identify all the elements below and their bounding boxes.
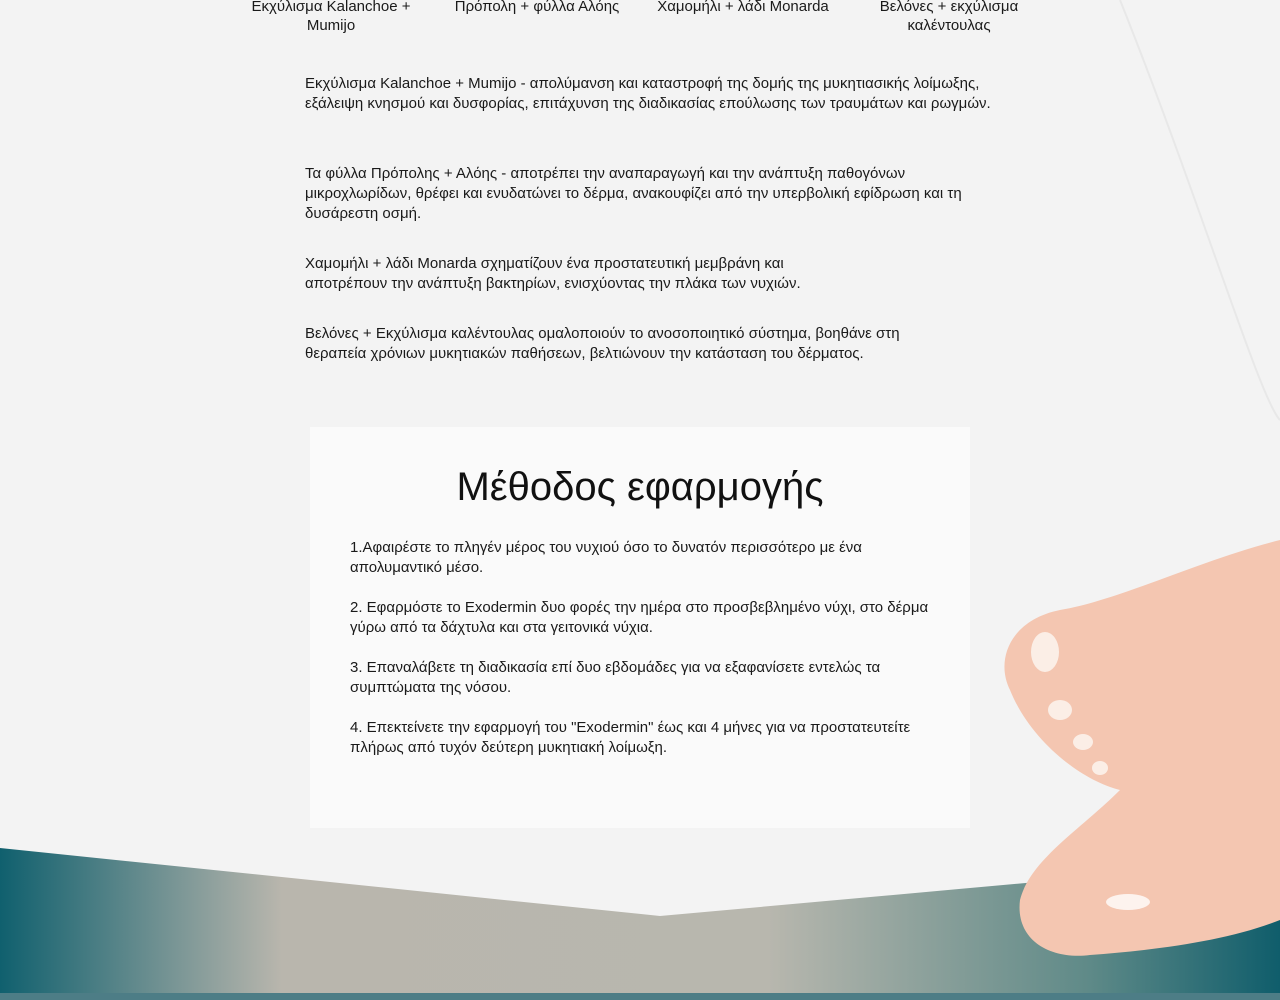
ingredient-description: Χαμομήλι + λάδι Monarda σχηματίζουν ένα προστατευτική μεμβράνη και αποτρέπουν την ανάπτυξη βακτηρίων, ενισχύοντας την πλάκα των νυχιών.	[305, 255, 801, 292]
ingredient-label: Βελόνες + εκχύλισμα καλέντουλας	[879, 0, 1019, 34]
method-card	[310, 427, 970, 828]
ingredient-label: Εκχύλισμα Kalanchoe + Mumijo	[251, 0, 411, 34]
method-step: 2. Εφαρμόστε το Exodermin δυο φορές την ημέρα στο προσβεβλημένο νύχι, στο δέρμα γύρω από τα δάχτυλα και στα γειτονικά νύχια.	[350, 599, 929, 636]
ingredient-description: Τα φύλλα Πρόπολης + Αλόης - αποτρέπει την αναπαραγωγή και την ανάπτυξη παθογόνων μικροχλωρίδων, θρέφει και ενυδατώνει το δέρμα, ανακουφίζει από την υπερβολική εφίδρωση και τη δυσάρεστη οσμή.	[305, 165, 962, 222]
method-step: 4. Επεκτείνετε την εφαρμογή του "Exodermin" έως και 4 μήνες για να προστατευτείτε πλήρως από τυχόν δεύτερη μυκητιακή λοίμωξη.	[350, 719, 911, 756]
method-title: Μέθοδος εφαρμογής	[456, 465, 824, 509]
foot-image	[1004, 0, 1280, 956]
ingredient-description: Βελόνες + Εκχύλισμα καλέντουλας ομαλοποιούν το ανοσοποιητικό σύστημα, βοηθάνε στη θεραπεία χρόνιων μυκητιακών παθήσεων, βελτιώνουν την κατάσταση του δέρματος.	[305, 325, 900, 362]
method-step: 3. Επαναλάβετε τη διαδικασία επί δυο εβδομάδες για να εξαφανίσετε εντελώς τα συμπτώματα της νόσου.	[350, 659, 881, 696]
ingredient-label: Πρόπολη + φύλλα Αλόης	[454, 0, 620, 15]
method-step: 1.Αφαιρέστε το πληγέν μέρος του νυχιού όσο το δυνατόν περισσότερο με ένα απολυμαντικό μέσο.	[350, 539, 862, 576]
bottom-strip	[0, 993, 1280, 1000]
ingredient-label: Χαμομήλι + λάδι Monarda	[657, 0, 829, 15]
ingredient-description: Εκχύλισμα Kalanchoe + Mumijo - απολύμανση και καταστροφή της δομής της μυκητιασικής λοίμωξης, εξάλειψη κνησμού και δυσφορίας, επιτάχυνση της διαδικασίας επούλωσης των τραυμάτων και ρωγμών.	[305, 75, 991, 112]
